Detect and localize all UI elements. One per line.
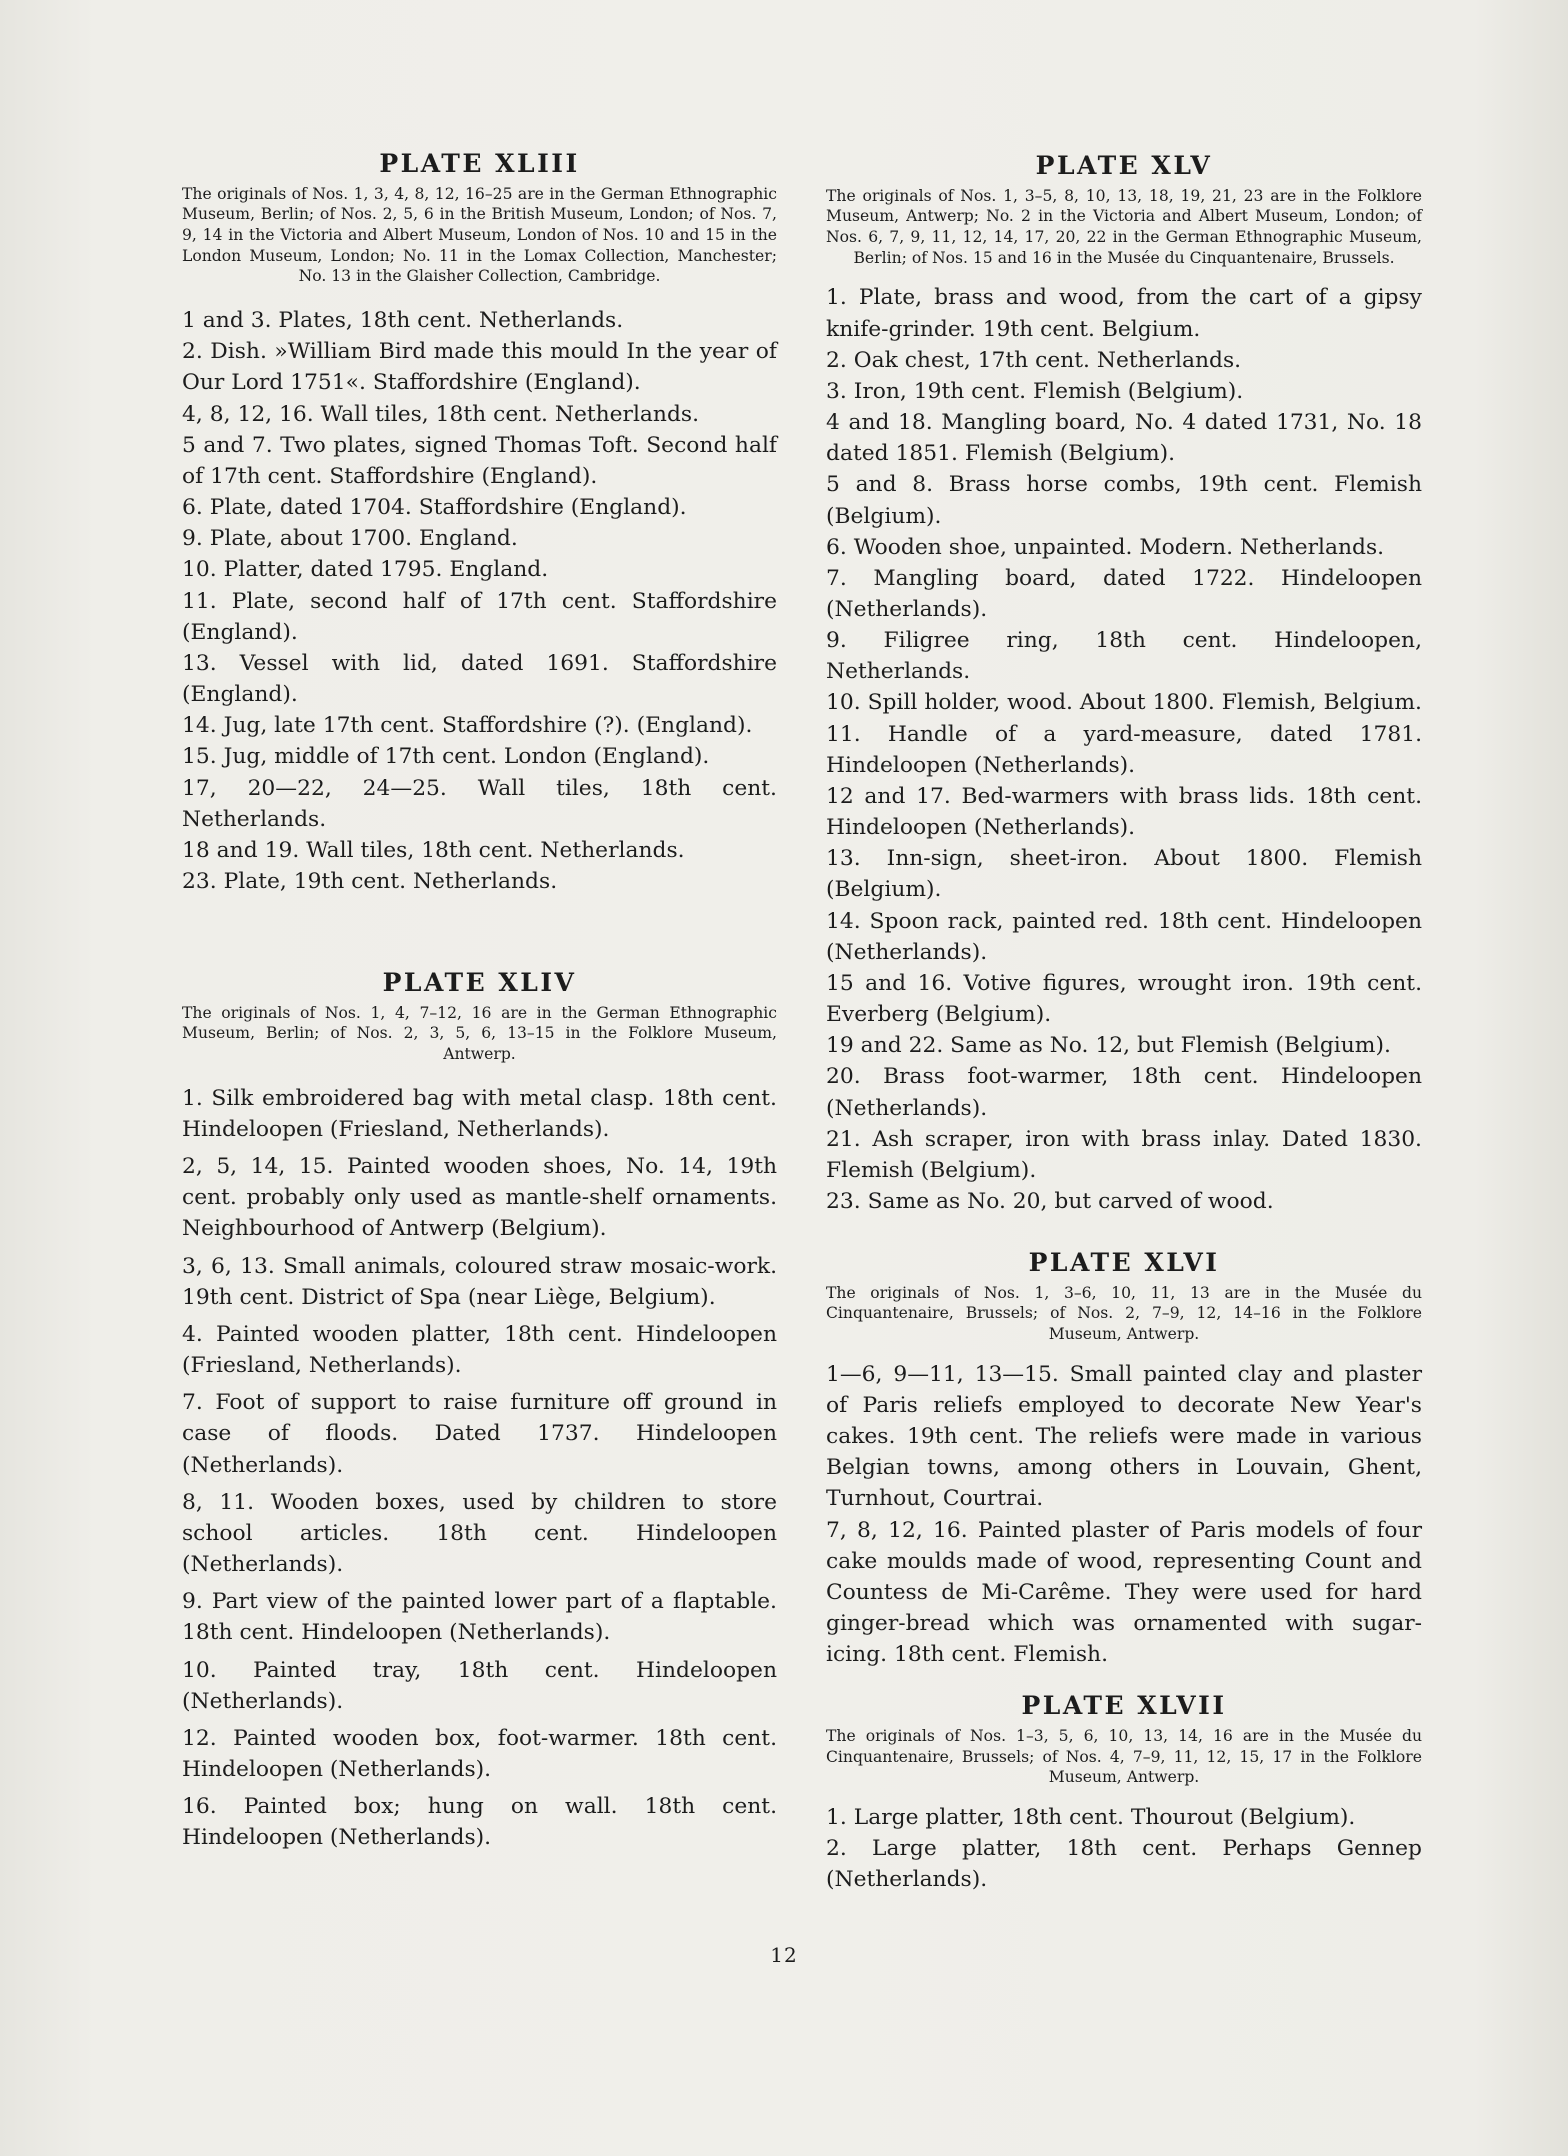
plate-entry: 2, 5, 14, 15. Painted wooden shoes, No. 14, 19th cent. probably only used as mantle-shelf ornaments. Neighbourhood of Antwerp (Belgium).: [182, 1154, 777, 1242]
plate-provenance-note: The originals of Nos. 1, 3–6, 10, 11, 13 are in the Musée du Cinquantenaire, Brussels; of Nos. 2, 7–9, 12, 14–16 in the Folklore Museum, Antwerp.: [826, 1283, 1422, 1344]
plate-entries: [826, 1359, 1422, 1671]
left-column: [182, 150, 777, 1853]
plate-title: PLATE XLVI: [1028, 1248, 1220, 1278]
right-column: [826, 152, 1422, 1896]
plate-provenance-note: The originals of Nos. 1, 4, 7–12, 16 are in the German Ethnographic Museum, Berlin; of Nos. 2, 3, 5, 6, 13–15 in the Folklore Museum, Antwerp.: [182, 1003, 777, 1064]
plate-entry: 1—6, 9—11, 13—15. Small painted clay and plaster of Paris reliefs employed to decorate New Year's cakes. 19th cent. The reliefs were made in various Belgian towns, among others in Louvain, Ghent, Turnhout, Courtrai.: [826, 1361, 1422, 1512]
plate-entry: 19 and 22. Same as No. 12, but Flemish (Belgium).: [826, 1033, 1391, 1059]
plate-entry: 12. Painted wooden box, foot-warmer. 18th cent. Hindeloopen (Netherlands).: [182, 1725, 777, 1782]
plate-entry: 9. Plate, about 1700. England.: [182, 526, 518, 552]
plate-entry: 2. Oak chest, 17th cent. Netherlands.: [826, 347, 1242, 373]
plate-section: [826, 152, 1422, 1217]
plate-entry: 7, 8, 12, 16. Painted plaster of Paris models of four cake moulds made of wood, representing Count and Countess de Mi-Carême. They were used for hard ginger-bread which was ornamented with sugar-icing. 18th cent. Flemish.: [826, 1517, 1422, 1668]
plate-entry: 13. Vessel with lid, dated 1691. Staffordshire (England).: [182, 650, 777, 708]
plate-entry: 20. Brass foot-warmer, 18th cent. Hindeloopen (Netherlands).: [826, 1064, 1422, 1121]
plate-section: [826, 1249, 1422, 1670]
plate-entry: 3. Iron, 19th cent. Flemish (Belgium).: [826, 378, 1244, 404]
plate-entry: 1 and 3. Plates, 18th cent. Netherlands.: [182, 308, 624, 334]
plate-provenance-note: The originals of Nos. 1, 3, 4, 8, 12, 16–25 are in the German Ethnographic Museum, Berlin; of Nos. 2, 5, 6 in the British Museum, London; of Nos. 7, 9, 14 in the Victoria and Albert Museum, London of Nos. 10 and 15 in the London Museum, London; No. 11 in the Lomax Collection, Manchester; No. 13 in the Glaisher Collection, Cambridge.: [182, 184, 777, 286]
plate-entries: [826, 1802, 1422, 1895]
plate-entry: 1. Plate, brass and wood, from the cart of a gipsy knife-grinder. 19th cent. Belgium.: [826, 285, 1422, 342]
plate-entry: 3, 6, 13. Small animals, coloured straw mosaic-work. 19th cent. District of Spa (near Liège, Belgium).: [182, 1253, 777, 1310]
plate-entry: 7. Mangling board, dated 1722. Hindeloopen (Netherlands).: [826, 565, 1422, 622]
plate-section: [182, 150, 777, 897]
plate-entry: 11. Handle of a yard-measure, dated 1781. Hindeloopen (Netherlands).: [826, 721, 1422, 778]
plate-entry: 2. Dish. »William Bird made this mould In the year of Our Lord 1751«. Staffordshire (England).: [182, 339, 777, 396]
page-number: 12: [770, 1943, 798, 1967]
plate-entry: 1. Large platter, 18th cent. Thourout (Belgium).: [826, 1805, 1356, 1831]
plate-provenance-note: The originals of Nos. 1, 3–5, 8, 10, 13, 18, 19, 21, 23 are in the Folklore Museum, Antwerp; No. 2 in the Victoria and Albert Museum, London; of Nos. 6, 7, 9, 11, 12, 14, 17, 20, 22 in the German Ethnographic Museum, Berlin; of Nos. 15 and 16 in the Musée du Cinquantenaire, Brussels.: [826, 186, 1422, 267]
plate-entry: 10. Platter, dated 1795. England.: [182, 557, 549, 583]
plate-entry: 15. Jug, middle of 17th cent. London (England).: [182, 744, 710, 770]
plate-provenance-note: The originals of Nos. 1–3, 5, 6, 10, 13, 14, 16 are in the Musée du Cinquantenaire, Brussels; of Nos. 4, 7–9, 11, 12, 15, 17 in the Folklore Museum, Antwerp.: [826, 1726, 1422, 1787]
plate-entry: 10. Spill holder, wood. About 1800. Flemish, Belgium.: [826, 690, 1422, 716]
plate-section: [826, 1692, 1422, 1895]
plate-entry: 4. Painted wooden platter, 18th cent. Hindeloopen (Friesland, Netherlands).: [182, 1321, 777, 1379]
plate-entry: 18 and 19. Wall tiles, 18th cent. Netherlands.: [182, 837, 685, 863]
plate-entry: 6. Plate, dated 1704. Staffordshire (England).: [182, 495, 687, 521]
plate-title: PLATE XLVII: [1021, 1691, 1227, 1721]
plate-entry: 23. Same as No. 20, but carved of wood.: [826, 1188, 1274, 1214]
plate-entry: 11. Plate, second half of 17th cent. Staffordshire (England).: [182, 588, 777, 645]
plate-entry: 5 and 8. Brass horse combs, 19th cent. Flemish (Belgium).: [826, 472, 1422, 529]
plate-entries: [182, 1083, 777, 1854]
plate-entry: 5 and 7. Two plates, signed Thomas Toft. Second half of 17th cent. Staffordshire (England).: [182, 432, 777, 489]
plate-section: [182, 969, 777, 1853]
plate-entry: 2. Large platter, 18th cent. Perhaps Gennep (Netherlands).: [826, 1836, 1422, 1893]
plate-entry: 23. Plate, 19th cent. Netherlands.: [182, 868, 558, 894]
plate-entry: 7. Foot of support to raise furniture off ground in case of floods. Dated 1737. Hindeloopen (Netherlands).: [182, 1390, 777, 1478]
plate-entry: 13. Inn-sign, sheet-iron. About 1800. Flemish (Belgium).: [826, 846, 1422, 903]
plate-entry: 4, 8, 12, 16. Wall tiles, 18th cent. Netherlands.: [182, 401, 700, 427]
plate-entries: [826, 282, 1422, 1217]
plate-entry: 1. Silk embroidered bag with metal clasp. 18th cent. Hindeloopen (Friesland, Netherlands).: [182, 1085, 777, 1142]
plate-title: PLATE XLIII: [379, 149, 580, 178]
plate-entry: 15 and 16. Votive figures, wrought iron. 19th cent. Everberg (Belgium).: [826, 970, 1422, 1028]
plate-entry: 4 and 18. Mangling board, No. 4 dated 1731, No. 18 dated 1851. Flemish (Belgium).: [826, 410, 1422, 467]
plate-entry: 21. Ash scraper, iron with brass inlay. Dated 1830. Flemish (Belgium).: [826, 1126, 1422, 1183]
plate-entry: 17, 20—22, 24—25. Wall tiles, 18th cent. Netherlands.: [182, 775, 777, 832]
plate-entry: 9. Filigree ring, 18th cent. Hindeloopen, Netherlands.: [826, 628, 1422, 685]
plate-entry: 10. Painted tray, 18th cent. Hindeloopen (Netherlands).: [182, 1657, 777, 1714]
plate-entry: 8, 11. Wooden boxes, used by children to store school articles. 18th cent. Hindeloopen (Netherlands).: [182, 1489, 777, 1578]
plate-entries: [182, 305, 777, 897]
plate-entry: 6. Wooden shoe, unpainted. Modern. Netherlands.: [826, 534, 1385, 560]
plate-title: PLATE XLIV: [382, 968, 577, 998]
plate-entry: 16. Painted box; hung on wall. 18th cent. Hindeloopen (Netherlands).: [182, 1794, 777, 1851]
plate-entry: 12 and 17. Bed-warmers with brass lids. 18th cent. Hindeloopen (Netherlands).: [826, 783, 1422, 841]
plate-entry: 14. Spoon rack, painted red. 18th cent. Hindeloopen (Netherlands).: [826, 908, 1422, 965]
plate-entry: 9. Part view of the painted lower part of a flaptable. 18th cent. Hindeloopen (Netherlands).: [182, 1589, 777, 1646]
plate-title: PLATE XLV: [1035, 151, 1213, 180]
plate-entry: 14. Jug, late 17th cent. Staffordshire (?). (England).: [182, 713, 753, 739]
